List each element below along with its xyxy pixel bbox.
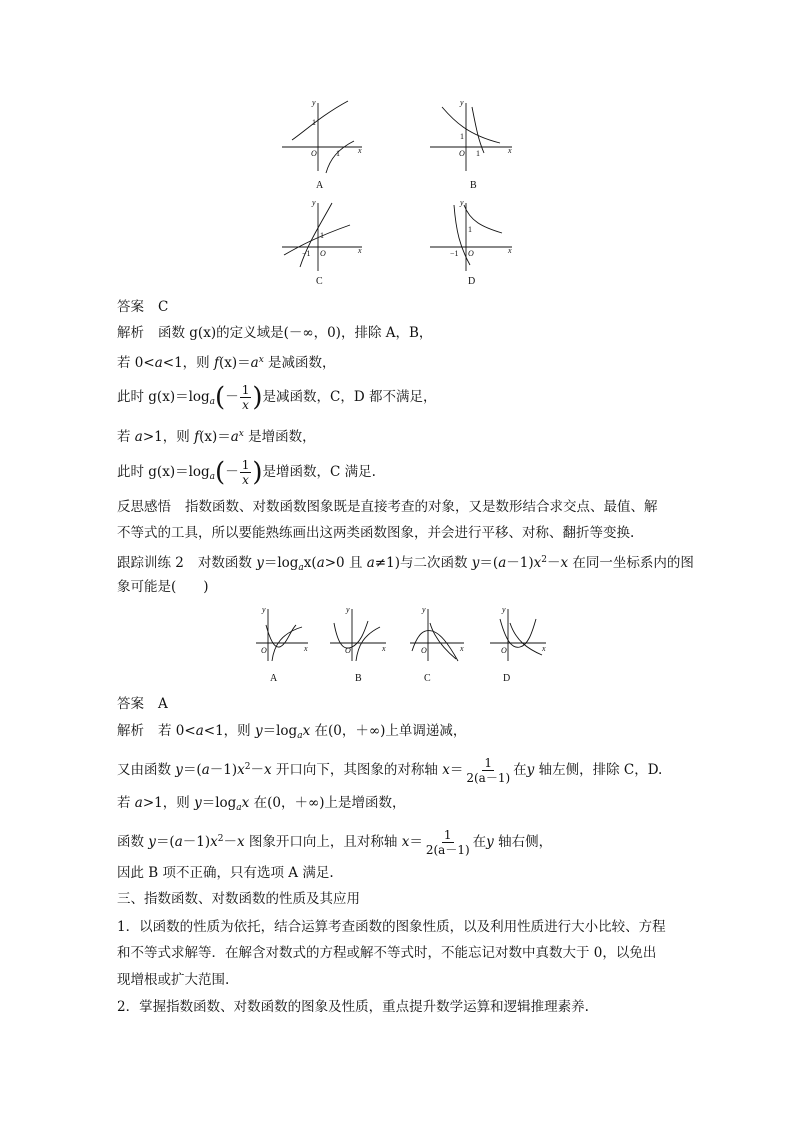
- text: >0 且: [324, 555, 367, 571]
- tick-neg-one: −1: [450, 249, 459, 258]
- text: ＝(: [182, 762, 202, 778]
- var: y: [526, 762, 535, 778]
- analysis-line-1: [117, 323, 432, 343]
- fraction: [464, 756, 512, 785]
- text: －: [225, 389, 239, 405]
- text: 图象开口向上，且对称轴: [244, 834, 402, 850]
- var: x: [442, 762, 450, 778]
- graph-label-a: A: [316, 180, 324, 191]
- log-base: a: [297, 731, 303, 741]
- text: 是减函数，: [263, 355, 336, 371]
- text: 因此 B 项不正确，只有选项 A 满足.: [117, 865, 334, 881]
- text: 此时 g(x)＝log: [117, 464, 210, 480]
- text: 在(0，＋∞)上是增函数，: [249, 795, 406, 811]
- reflection-line-2: [117, 523, 634, 543]
- axis-x-label: x: [358, 246, 362, 255]
- log-base: a: [209, 397, 216, 407]
- analysis-line-2: [117, 350, 336, 373]
- text: x(: [303, 555, 317, 571]
- axis-y-label: y: [422, 605, 426, 614]
- text: －1): [182, 834, 211, 850]
- text: (x)＝: [218, 355, 251, 371]
- text: ≠1)与二次函数: [374, 555, 472, 571]
- text: 在: [513, 762, 527, 778]
- text: ＝log: [201, 795, 237, 811]
- analysis-line-5: [117, 863, 334, 883]
- text: 是减函数，C，D 都不满足，: [262, 389, 437, 405]
- axis-y-label: y: [346, 605, 350, 614]
- var: f: [213, 355, 219, 371]
- text: 若 0<: [158, 723, 196, 739]
- var: y: [194, 795, 202, 811]
- graph-label-b: B: [470, 180, 477, 191]
- fraction: [424, 828, 472, 857]
- text: 是增函数，C 满足.: [262, 464, 376, 480]
- var: x: [560, 555, 569, 571]
- tick-one: 1: [312, 118, 316, 127]
- var: a: [366, 555, 375, 571]
- section-title-text: 三、指数函数、对数函数的性质及其应用: [117, 891, 360, 907]
- paren: ): [252, 382, 263, 413]
- origin-label: O: [468, 249, 474, 258]
- axis-y-label: y: [312, 98, 316, 107]
- var: x: [210, 834, 218, 850]
- tick-one: 1: [460, 132, 464, 141]
- origin-label: O: [501, 646, 507, 655]
- text: －1): [506, 555, 534, 571]
- denominator: 2(a－1): [425, 843, 470, 857]
- text: 在同一坐标系内的图: [568, 555, 694, 571]
- reflection-text: 指数函数、对数函数图象既是直接考查的对象，又是数形结合求交点、最值、解: [185, 499, 658, 515]
- axis-y-label: y: [460, 98, 464, 107]
- log-base: a: [209, 472, 216, 482]
- var: y: [148, 834, 156, 850]
- var: a: [195, 723, 204, 739]
- exponent: x: [258, 355, 264, 365]
- axis-x-label: x: [304, 644, 308, 653]
- answer-keyword: 答案: [117, 299, 144, 315]
- text: 若: [117, 795, 135, 811]
- axis-y-label: y: [502, 605, 506, 614]
- text: 开口向下，其图象的对称轴: [271, 762, 443, 778]
- origin-label: O: [311, 149, 317, 158]
- axis-x-label: x: [358, 146, 362, 155]
- text: －: [546, 555, 561, 571]
- var: y: [471, 555, 480, 571]
- text: 和不等式求解等．在解含对数式的方程或解不等式时，不能忘记对数中真数大于 0，以免出: [117, 945, 657, 961]
- text: 对数函数: [197, 555, 257, 571]
- text: 1．以函数的性质为依托，结合运算考查函数的图象性质，以及利用性质进行大小比较、方程: [117, 919, 666, 935]
- tick-one: 1: [468, 225, 472, 234]
- text: 2．掌握指数函数、对数函数的图象及性质，重点提升数学运算和逻辑推理素养.: [117, 999, 589, 1015]
- text: －: [250, 762, 264, 778]
- text: 此时 g(x)＝log: [117, 389, 210, 405]
- training-line-1: [117, 550, 694, 578]
- origin-label: O: [345, 646, 351, 655]
- reflection-text: 不等式的工具，所以要能熟练画出这两类函数图象，并会进行平移、对称、翻折等变换.: [117, 525, 635, 541]
- text: >1，则: [142, 429, 195, 445]
- axis-x-label: x: [508, 146, 512, 155]
- tick-neg-one: −1: [302, 249, 311, 258]
- var: a: [498, 555, 507, 571]
- reflection-line-1: [117, 497, 658, 517]
- var: x: [302, 723, 311, 739]
- text: ＝log: [262, 723, 298, 739]
- text: <1，则: [203, 723, 255, 739]
- var: a: [230, 429, 239, 445]
- answer-value: C: [158, 299, 169, 315]
- exponent: 2: [217, 834, 224, 844]
- text: 轴右侧，: [493, 834, 553, 850]
- text: 在: [472, 834, 487, 850]
- numerator: 1: [484, 756, 493, 770]
- text: 现增根或扩大范围.: [117, 972, 230, 988]
- fraction: [240, 383, 252, 412]
- numerator: 1: [443, 828, 452, 842]
- origin-label: O: [320, 249, 326, 258]
- graph-label-a: A: [270, 673, 278, 684]
- paren: (: [215, 457, 226, 488]
- tick-one: 1: [320, 231, 324, 240]
- option-graphs-top: [270, 95, 530, 295]
- var: a: [316, 555, 325, 571]
- text: 象可能是( ): [117, 579, 209, 595]
- var: a: [134, 795, 143, 811]
- graph-label-c: C: [424, 673, 431, 684]
- text: >1，则: [142, 795, 195, 811]
- axis-y-label: y: [460, 198, 464, 207]
- analysis-keyword: 解析: [117, 723, 144, 739]
- section-p1-line-3: [117, 970, 229, 990]
- denominator: x: [242, 473, 249, 487]
- var: a: [174, 834, 183, 850]
- text: ＝: [449, 762, 464, 778]
- text: －: [223, 834, 237, 850]
- text: 若: [117, 429, 135, 445]
- text: 轴左侧，排除 C，D.: [534, 762, 663, 778]
- axis-x-label: x: [508, 246, 512, 255]
- origin-label: O: [421, 646, 427, 655]
- text: 又由函数: [117, 762, 176, 778]
- exponent: x: [238, 429, 244, 439]
- text: 是增函数，: [243, 429, 316, 445]
- var: x: [237, 762, 245, 778]
- graph-label-b: B: [355, 673, 362, 684]
- reflection-keyword: 反思感悟: [117, 499, 171, 515]
- numerator: 1: [241, 383, 250, 397]
- answer-line: [117, 297, 168, 317]
- var: x: [241, 795, 250, 811]
- var: y: [486, 834, 494, 850]
- var: x: [401, 834, 410, 850]
- text: (x)＝: [199, 429, 231, 445]
- graph-label-c: C: [316, 276, 323, 287]
- var: y: [254, 723, 263, 739]
- analysis-line-5: [117, 458, 376, 487]
- answer-value: A: [158, 696, 168, 712]
- text: 在(0，＋∞)上单调递减，: [310, 723, 467, 739]
- text: －1): [209, 762, 238, 778]
- answer-line: [117, 694, 168, 714]
- text: ＝(: [155, 834, 175, 850]
- var: a: [201, 762, 210, 778]
- var: y: [256, 555, 264, 571]
- text: <1，则: [162, 355, 214, 371]
- log-base: a: [298, 563, 304, 573]
- axis-x-label: x: [382, 644, 386, 653]
- option-graphs-small: [252, 603, 552, 685]
- analysis-line-3: [117, 383, 436, 412]
- text: －: [225, 464, 239, 480]
- training-line-2: [117, 577, 209, 597]
- var: f: [194, 429, 200, 445]
- analysis-line-3: [117, 793, 405, 818]
- training-keyword: 跟踪训练 2: [117, 555, 184, 571]
- paren: (: [215, 382, 226, 413]
- exponent: 2: [244, 762, 251, 772]
- analysis-line-2: [117, 756, 662, 785]
- section-p1-line-1: [117, 917, 666, 937]
- fraction: [240, 458, 252, 487]
- axis-y-label: y: [262, 605, 266, 614]
- origin-label: O: [261, 646, 267, 655]
- graph-label-d: D: [503, 673, 511, 684]
- graph-label-d: D: [468, 276, 476, 287]
- axis-x-label: x: [542, 644, 546, 653]
- text: ＝log: [263, 555, 299, 571]
- var: y: [175, 762, 183, 778]
- answer-keyword: 答案: [117, 696, 144, 712]
- analysis-line-4: [117, 424, 316, 447]
- origin-label: O: [459, 149, 465, 158]
- text: ＝: [409, 834, 423, 850]
- section-p1-line-2: [117, 943, 656, 963]
- var: a: [154, 355, 163, 371]
- log-base: a: [236, 803, 242, 813]
- var: a: [250, 355, 259, 371]
- paren: ): [252, 457, 263, 488]
- denominator: x: [242, 398, 249, 412]
- analysis-line-1: [117, 721, 466, 746]
- var: x: [237, 834, 245, 850]
- analysis-text: 函数 g(x)的定义域是(－∞，0)，排除 A，B，: [158, 325, 433, 341]
- section-p2: [117, 997, 589, 1017]
- text: ＝(: [479, 555, 499, 571]
- denominator: 2(a－1): [466, 771, 511, 785]
- text: 若 0<: [117, 355, 155, 371]
- text: 函数: [117, 834, 149, 850]
- analysis-keyword: 解析: [117, 325, 144, 341]
- exponent: 2: [541, 555, 547, 565]
- tick-one: 1: [336, 149, 340, 158]
- tick-one: 1: [476, 149, 480, 158]
- analysis-line-4: [117, 828, 552, 857]
- numerator: 1: [241, 458, 250, 472]
- axis-x-label: x: [460, 644, 464, 653]
- axis-y-label: y: [312, 198, 316, 207]
- section-title: [117, 889, 360, 909]
- var: a: [134, 429, 143, 445]
- var: x: [264, 762, 272, 778]
- var: x: [533, 555, 542, 571]
